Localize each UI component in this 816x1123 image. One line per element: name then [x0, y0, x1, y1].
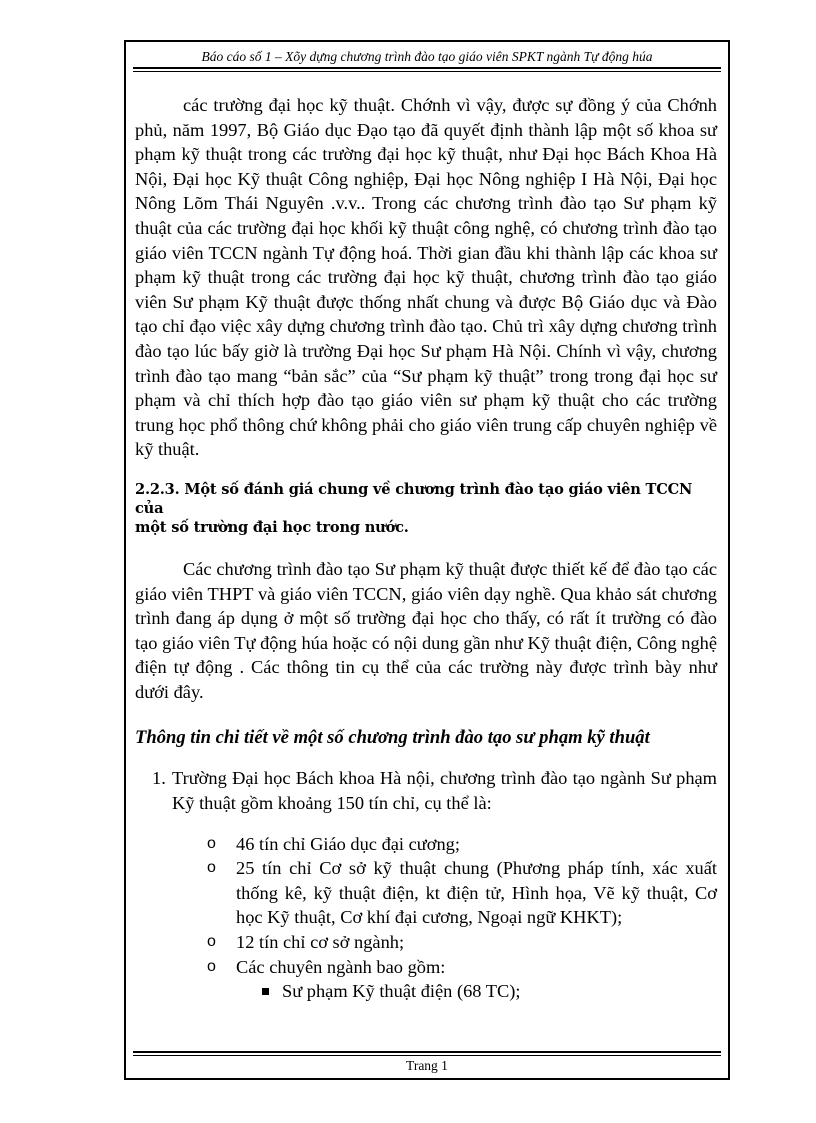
square-bullet-icon [262, 988, 269, 995]
page-content [135, 93, 717, 1004]
subsub-list-text: Sư phạm Kỹ thuật điện (68 TC); [282, 981, 521, 1002]
body-paragraph-1: các trường đại học kỹ thuật. Chớnh vì vậy, được sự đồng ý của Chớnh phủ, năm 1997, Bộ Giáo dục Đạo tạo đã quyết định thành lập một số khoa sư phạm kỹ thuật trong các trường đại học kỹ thuật, như Đại học Bách Khoa Hà Nội, Đại học Kỹ thuật Công nghiệp, Đại học Nông nghiệp I Hà Nội, Đại học Nông Lõm Thái Nguyên .v.v.. Trong các chương trình đào tạo Sư phạm kỹ thuật của các trường đại học khối kỹ thuật công nghệ, có chương trình đào tạo giáo viên TCCN ngành Tự động hoá. Thời gian đầu khi thành lập các khoa sư phạm kỹ thuật trong các trường đại học kỹ thuật, chương trình đào tạo giáo viên Sư phạm Kỹ thuật được thống nhất chung và được Bộ Giáo dục và Đào tạo chỉ đạo việc xây dựng chương trình đào tạo. Chủ trì xây dựng chương trình đào tạo lúc bấy giờ là trường Đại học Sư phạm Hà Nội. Chính vì vậy, chương trình đào tạo mang “bản sắc” của “Sư phạm kỹ thuật” trong trong đại học sư phạm và chỉ thích hợp đào tạo giáo viên sư phạm kỹ thuật cho các trường trung học phổ thông chứ không phải cho giáo viên trung cấp chuyên nghiệp về kỹ thuật. [135, 95, 717, 460]
running-header: Báo cáo số 1 – Xõy dựng chương trình đào tạo giáo viên SPKT ngành Tự động húa [201, 49, 653, 64]
subsub-list-item [135, 979, 717, 1004]
sub-list-item [135, 856, 717, 930]
list-number: 1. [152, 768, 166, 789]
sub-list-item [135, 955, 717, 980]
list-item [135, 766, 717, 815]
circle-bullet-icon: o [207, 859, 216, 877]
header-rule [133, 67, 721, 72]
sub-list-text: 25 tín chỉ Cơ sở kỹ thuật chung (Phương pháp tính, xác xuất thống kê, kỹ thuật điện, kt điện tử, Hình họa, Vẽ kỹ thuật, Cơ học Kỹ thuật, Cơ khí đại cương, Ngoại ngữ KHKT); [236, 858, 717, 928]
sub-list [135, 832, 717, 1004]
footer-rule [133, 1051, 721, 1056]
section-heading-line-1: 2.2.3. Một số đánh giá chung về chương trình đào tạo giáo viên TCCN của [135, 480, 693, 517]
page-number: Trang 1 [406, 1058, 448, 1073]
list-item-text: Trường Đại học Bách khoa Hà nội, chương trình đào tạo ngành Sư phạm Kỹ thuật gồm khoảng 150 tín chỉ, cụ thể là: [172, 768, 717, 814]
sub-list-text: 46 tín chỉ Giáo dục đại cương; [236, 833, 460, 854]
sub-list-text: Các chuyên ngành bao gồm: [236, 956, 446, 977]
section-heading-line-2: một số trường đại học trong nước. [135, 518, 409, 536]
sub-list-item [135, 832, 717, 857]
numbered-list [135, 766, 717, 815]
body-paragraph-2: Các chương trình đào tạo Sư phạm kỹ thuật được thiết kế để đào tạo các giáo viên THPT và giáo viên TCCN, giáo viên dạy nghề. Qua khảo sát chương trình đang áp dụng ở một số trường đại học cho thấy, có rất ít trường có đào tạo giáo viên Tự động húa hoặc có nội dung gần như Kỹ thuật điện, Công nghệ điện tự động . Các thông tin cụ thể của các trường này được trình bày như dưới đây. [135, 558, 717, 702]
circle-bullet-icon: o [207, 957, 216, 975]
circle-bullet-icon: o [207, 933, 216, 951]
sub-list-text: 12 tín chỉ cơ sở ngành; [236, 932, 405, 953]
subsection-title: Thông tin chi tiết về một số chương trình đào tạo sư phạm kỹ thuật [135, 727, 650, 749]
circle-bullet-icon: o [207, 834, 216, 852]
section-heading [135, 480, 717, 537]
sub-list-item [135, 930, 717, 955]
